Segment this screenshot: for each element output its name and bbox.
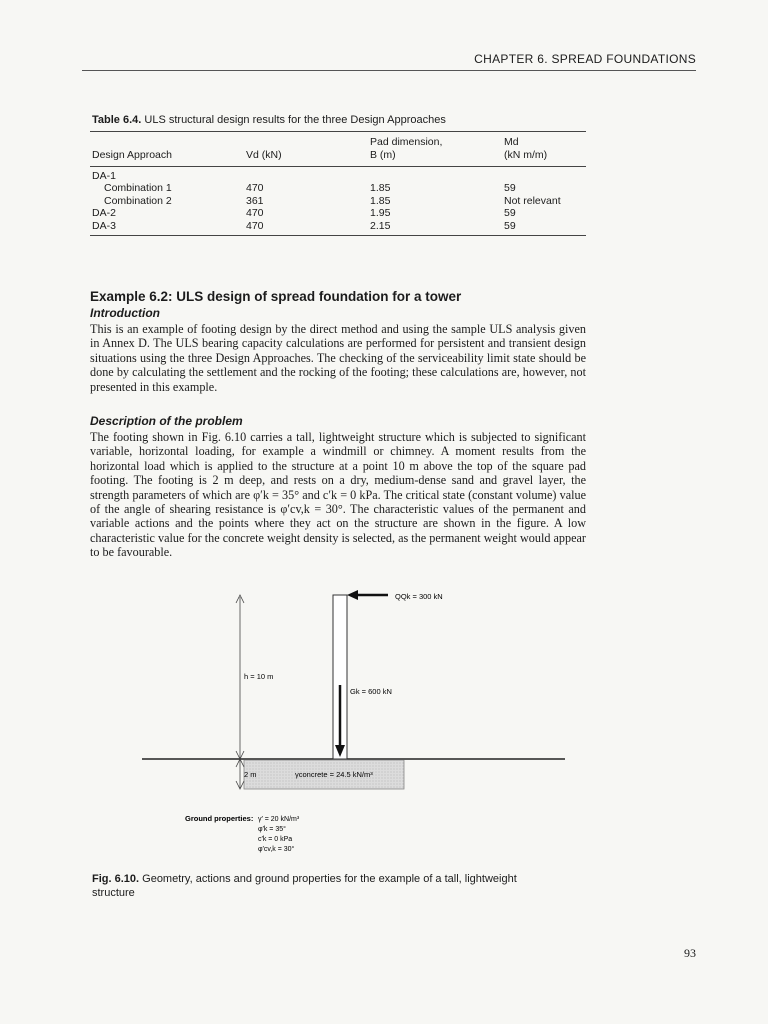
cell-approach: Combination 1 [104, 182, 172, 195]
cell-approach: Combination 2 [104, 194, 172, 207]
cell-b: 1.85 [370, 194, 391, 207]
cell-vd: 470 [244, 220, 368, 236]
ground-prop-cohesion: c′k = 0 kPa [258, 836, 293, 843]
figure-caption-text: Geometry, actions and ground properties for the example of a tall, lightweight structure [92, 873, 517, 899]
depth-label: 2 m [244, 770, 257, 779]
results-table [90, 131, 586, 236]
table-caption [92, 114, 446, 126]
tower-diagram [90, 585, 600, 870]
description-paragraph: The footing shown in Fig. 6.10 carries a tall, lightweight structure which is subjected to significant variable, horizontal loading, for example a windmill or chimney. A moment results from the horizontal load which is applied to the structure at a point 10 m above the top of the square pad footing. The footing is 2 m deep, and rests on a dry, medium-dense sand and gravel layer, the strength parameters of which are φ′k = 35° and c′k = 0 kPa. The critical state (constant volume) value of the angle of shearing resistance is φ′cv,k = 30°. The characteristic values of the permanent and variable actions and the points where they act on the structure are shown in the figure. A low characteristic value for the concrete weight density is selected, as the permanent weight would appear to be favourable. [90, 430, 586, 560]
ground-prop-unit-weight: γ′ = 20 kN/m³ [258, 816, 300, 823]
table-header-row [90, 132, 586, 167]
height-label: h = 10 m [244, 672, 274, 681]
running-head: CHAPTER 6. SPREAD FOUNDATIONS [474, 52, 696, 66]
header-design-approach: Design Approach [90, 132, 244, 167]
vertical-load-label: Gk = 600 kN [350, 687, 392, 696]
header-md-line1: Md [504, 136, 519, 148]
header-md [502, 132, 586, 167]
cell-md: Not relevant [504, 194, 561, 207]
table-row [90, 167, 586, 183]
header-md-line2: (kN m/m) [504, 149, 548, 161]
introduction-paragraph: This is an example of footing design by the direct method and using the sample ULS analysis given in Annex D. The ULS bearing capacity calculations are performed for persistent and transient design situations using the three Design Approaches. The checking of the serviceability limit state should be done by calculating the settlement and the rocking of the footing; these calculations are, however, not presented in this example. [90, 322, 586, 394]
introduction-heading: Introduction [90, 306, 160, 320]
table-caption-text: ULS structural design results for the three Design Approaches [144, 114, 446, 126]
table-row [90, 182, 586, 194]
concrete-label: γconcrete = 24.5 kN/m³ [295, 770, 373, 779]
figure-6-10 [90, 585, 600, 870]
cell-md: 59 [502, 220, 586, 236]
page-number: 93 [684, 946, 696, 960]
cell-b: 1.85 [370, 182, 391, 195]
header-pad-line2: B (m) [370, 149, 396, 161]
cell-md [502, 167, 586, 183]
header-vd: Vd (kN) [244, 132, 368, 167]
cell-md: 59 [504, 182, 516, 195]
cell-vd: 361 [246, 194, 264, 207]
cell-approach: DA-2 [92, 207, 116, 220]
cell-vd: 470 [246, 182, 264, 195]
table-row [90, 195, 586, 207]
description-heading: Description of the problem [90, 414, 243, 428]
figure-caption [92, 873, 562, 900]
table-row [90, 207, 586, 219]
ground-prop-phi-cv: φ′cv,k = 30° [258, 846, 295, 853]
cell-b [368, 167, 502, 183]
example-title: Example 6.2: ULS design of spread foundation for a tower [90, 289, 462, 304]
cell-b: 1.95 [370, 207, 391, 220]
header-rule [82, 70, 696, 71]
cell-b: 2.15 [368, 220, 502, 236]
cell-md: 59 [504, 207, 516, 220]
header-pad-line1: Pad dimension, [370, 136, 443, 148]
cell-approach: DA-1 [92, 170, 116, 182]
cell-vd: 470 [246, 207, 264, 220]
table-label: Table 6.4. [92, 114, 142, 126]
horizontal-load-label: QQk = 300 kN [395, 592, 443, 601]
table-row [90, 220, 586, 236]
ground-properties-title: Ground properties: [185, 814, 254, 823]
cell-vd [244, 167, 368, 183]
figure-caption-label: Fig. 6.10. [92, 873, 140, 885]
header-pad-dimension [368, 132, 502, 167]
cell-approach: DA-3 [90, 220, 244, 236]
horizontal-load-arrowhead [347, 590, 358, 600]
ground-prop-phi: φ′k = 35° [258, 826, 286, 833]
